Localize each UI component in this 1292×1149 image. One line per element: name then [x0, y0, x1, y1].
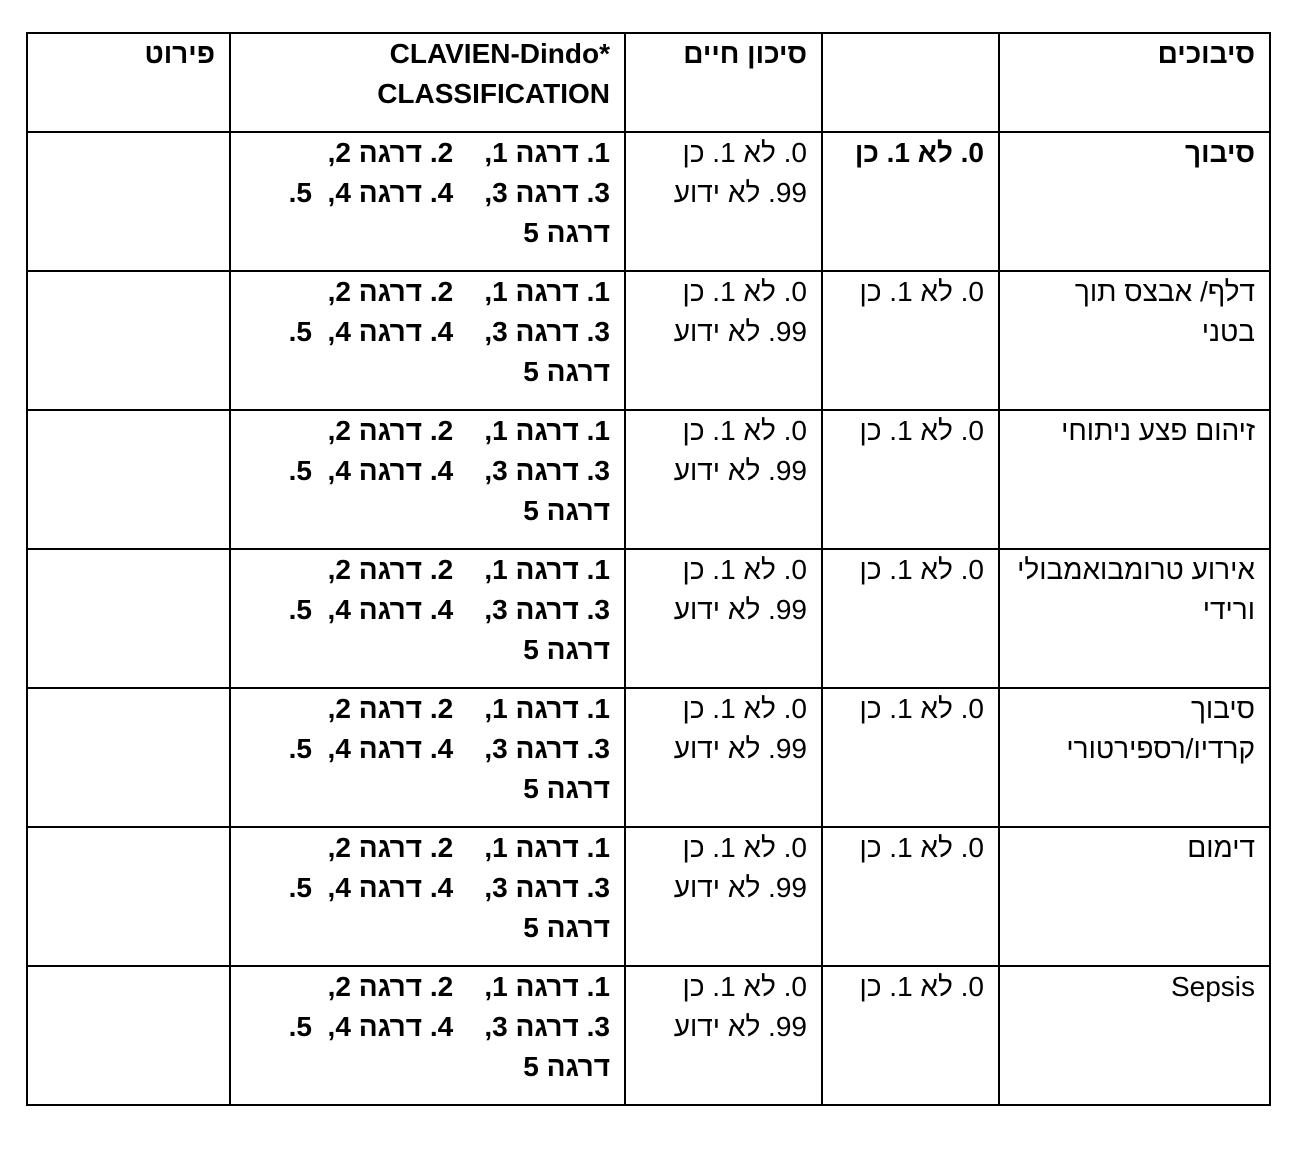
clavien-grade-cell[interactable] — [230, 132, 625, 271]
life-risk-options-line2: 99. לא ידוע — [673, 316, 807, 347]
complication-name-cell — [999, 132, 1270, 271]
complication-name-line1: סיבוך — [1185, 137, 1255, 168]
occurrence-cell[interactable] — [822, 549, 999, 688]
complications-table — [26, 32, 1271, 1106]
grade-options-line3: דרגה 5 — [523, 773, 610, 804]
occurrence-cell[interactable] — [822, 271, 999, 410]
header-row — [27, 33, 1270, 132]
complication-name-cell — [999, 827, 1270, 966]
occurrence-options: 0. לא 1. כן — [859, 832, 984, 863]
grade-options-line3: דרגה 5 — [523, 495, 610, 526]
details-cell[interactable] — [27, 271, 230, 410]
life-risk-options-line1: 0. לא 1. כן — [682, 276, 807, 307]
table-row — [27, 688, 1270, 827]
life-risk-cell[interactable] — [625, 827, 822, 966]
life-risk-cell[interactable] — [625, 688, 822, 827]
clavien-grade-cell[interactable] — [230, 549, 625, 688]
clavien-grade-cell[interactable] — [230, 688, 625, 827]
grade-options-line3: דרגה 5 — [523, 356, 610, 387]
life-risk-cell[interactable] — [625, 132, 822, 271]
grade-options-line3: דרגה 5 — [523, 1051, 610, 1082]
grade-options-line2: 3. דרגה 3, 4. דרגה 4, 5. — [288, 872, 610, 903]
life-risk-cell[interactable] — [625, 410, 822, 549]
life-risk-options-line2: 99. לא ידוע — [673, 594, 807, 625]
header-details — [27, 33, 230, 132]
complication-name-line1: דימום — [1187, 832, 1255, 863]
header-life-risk-label: סיכון חיים — [683, 38, 807, 69]
grade-options-line1: 1. דרגה 1, 2. דרגה 2, — [327, 832, 610, 863]
details-cell[interactable] — [27, 688, 230, 827]
complication-name-line2: ורידי — [1202, 594, 1255, 625]
occurrence-options: 0. לא 1. כן — [859, 693, 984, 724]
details-cell[interactable] — [27, 132, 230, 271]
table-row — [27, 271, 1270, 410]
grade-options-line2: 3. דרגה 3, 4. דרגה 4, 5. — [288, 177, 610, 208]
occurrence-options: 0. לא 1. כן — [859, 971, 984, 1002]
header-complications — [999, 33, 1270, 132]
header-complications-label: סיבוכים — [1157, 38, 1255, 69]
complication-name-line2: בטני — [1201, 316, 1255, 347]
complication-name-cell — [999, 549, 1270, 688]
header-flag — [822, 33, 999, 132]
header-clavien-line2: CLASSIFICATION — [377, 78, 610, 109]
complication-name-line2: קרדיו/רספירטורי — [1066, 733, 1255, 764]
life-risk-options-line2: 99. לא ידוע — [673, 872, 807, 903]
grade-options-line2: 3. דרגה 3, 4. דרגה 4, 5. — [288, 316, 610, 347]
complication-name-line1: סיבוך — [1190, 693, 1255, 724]
life-risk-options-line1: 0. לא 1. כן — [682, 832, 807, 863]
grade-options-line2: 3. דרגה 3, 4. דרגה 4, 5. — [288, 1011, 610, 1042]
grade-options-line1: 1. דרגה 1, 2. דרגה 2, — [327, 971, 610, 1002]
life-risk-options-line1: 0. לא 1. כן — [682, 415, 807, 446]
life-risk-options-line2: 99. לא ידוע — [673, 733, 807, 764]
clavien-grade-cell[interactable] — [230, 827, 625, 966]
life-risk-options-line1: 0. לא 1. כן — [682, 971, 807, 1002]
occurrence-options: 0. לא 1. כן — [859, 415, 984, 446]
table-row — [27, 132, 1270, 271]
occurrence-options: 0. לא 1. כן — [859, 276, 984, 307]
complication-name-line1: דלף/ אבצס תוך — [1074, 276, 1255, 307]
grade-options-line3: דרגה 5 — [523, 912, 610, 943]
table-row — [27, 827, 1270, 966]
header-clavien-line1: *CLAVIEN-Dindo — [389, 38, 610, 69]
grade-options-line3: דרגה 5 — [523, 634, 610, 665]
clavien-grade-cell[interactable] — [230, 271, 625, 410]
grade-options-line1: 1. דרגה 1, 2. דרגה 2, — [327, 415, 610, 446]
occurrence-cell[interactable] — [822, 410, 999, 549]
details-cell[interactable] — [27, 966, 230, 1105]
occurrence-cell[interactable] — [822, 827, 999, 966]
complication-name-line1: זיהום פצע ניתוחי — [1061, 415, 1255, 446]
life-risk-options-line1: 0. לא 1. כן — [682, 693, 807, 724]
occurrence-cell[interactable] — [822, 132, 999, 271]
occurrence-options: 0. לא 1. כן — [854, 137, 984, 168]
clavien-grade-cell[interactable] — [230, 966, 625, 1105]
grade-options-line3: דרגה 5 — [523, 217, 610, 248]
complication-name-cell — [999, 688, 1270, 827]
header-details-label: פירוט — [144, 38, 215, 69]
life-risk-options-line2: 99. לא ידוע — [673, 1011, 807, 1042]
grade-options-line1: 1. דרגה 1, 2. דרגה 2, — [327, 554, 610, 585]
complication-name-line1: אירוע טרומבואמבולי — [1017, 554, 1255, 585]
clavien-grade-cell[interactable] — [230, 410, 625, 549]
grade-options-line2: 3. דרגה 3, 4. דרגה 4, 5. — [288, 733, 610, 764]
life-risk-cell[interactable] — [625, 271, 822, 410]
life-risk-cell[interactable] — [625, 966, 822, 1105]
life-risk-options-line2: 99. לא ידוע — [673, 177, 807, 208]
grade-options-line1: 1. דרגה 1, 2. דרגה 2, — [327, 693, 610, 724]
grade-options-line2: 3. דרגה 3, 4. דרגה 4, 5. — [288, 594, 610, 625]
life-risk-options-line1: 0. לא 1. כן — [682, 554, 807, 585]
details-cell[interactable] — [27, 827, 230, 966]
header-life-risk — [625, 33, 822, 132]
grade-options-line1: 1. דרגה 1, 2. דרגה 2, — [327, 137, 610, 168]
life-risk-options-line1: 0. לא 1. כן — [682, 137, 807, 168]
table-row — [27, 966, 1270, 1105]
occurrence-cell[interactable] — [822, 966, 999, 1105]
table-row — [27, 549, 1270, 688]
occurrence-options: 0. לא 1. כן — [859, 554, 984, 585]
grade-options-line1: 1. דרגה 1, 2. דרגה 2, — [327, 276, 610, 307]
life-risk-options-line2: 99. לא ידוע — [673, 455, 807, 486]
life-risk-cell[interactable] — [625, 549, 822, 688]
header-clavien — [230, 33, 625, 132]
details-cell[interactable] — [27, 410, 230, 549]
complication-name-cell — [999, 271, 1270, 410]
complication-name-line1: Sepsis — [1170, 971, 1255, 1002]
complication-name-cell — [999, 410, 1270, 549]
table-row — [27, 410, 1270, 549]
occurrence-cell[interactable] — [822, 688, 999, 827]
grade-options-line2: 3. דרגה 3, 4. דרגה 4, 5. — [288, 455, 610, 486]
details-cell[interactable] — [27, 549, 230, 688]
complication-name-cell — [999, 966, 1270, 1105]
